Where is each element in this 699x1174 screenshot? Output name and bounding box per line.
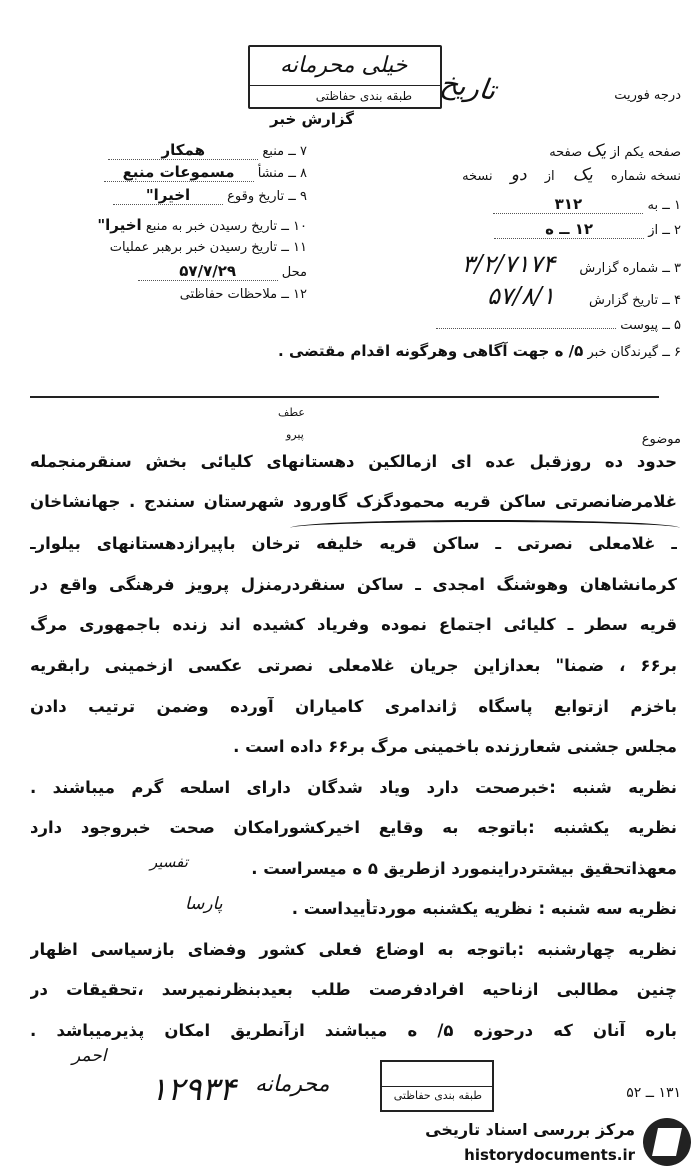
field-label: ۲ ــ از bbox=[648, 223, 681, 238]
header-divider bbox=[30, 396, 659, 398]
stamp-divider bbox=[382, 1086, 492, 1087]
field-value: ۵/ ه جهت آگاهی وهرگونه اقدام مقتضی . bbox=[278, 342, 584, 360]
field-label: ۷ ــ منبع bbox=[262, 144, 307, 159]
stamp-handwriting: خیلی محرمانه bbox=[280, 53, 408, 78]
signature: احمر bbox=[72, 1046, 107, 1066]
field-value: ۳/۲/۷۱۷۴ bbox=[461, 250, 556, 278]
field-value: اخیرا" bbox=[97, 216, 142, 234]
body-line-2: غلامرضانصرتی ساکن قریه محمودگزک گاورود شهرستان سنندج . جهانشاخان bbox=[30, 492, 677, 511]
parsa-handwriting: پارسا bbox=[185, 894, 223, 914]
body-line-12: نظریه سه شنبه : نظریه یکشنبه موردتأییداست . bbox=[291, 899, 677, 918]
stamp-label: طبقه بندی حفاظتی bbox=[315, 89, 412, 103]
logo-icon bbox=[643, 1118, 691, 1166]
bottom-classification-stamp bbox=[380, 1060, 494, 1112]
field-security-notes bbox=[180, 287, 307, 302]
field-label: ۸ ــ منشأ bbox=[257, 166, 307, 181]
body-line-15: باره آنان که درحوزه ۵/ ه میباشند ازآنطریق امکان پذیرمیباشد . bbox=[30, 1021, 677, 1040]
field-value: ۵۷/۷/۲۹ bbox=[138, 262, 278, 281]
field-value bbox=[436, 328, 616, 329]
report-title: گزارش خبر bbox=[270, 110, 355, 128]
watermark-url: historydocuments.ir bbox=[464, 1146, 635, 1164]
body-line-3: ـ غلامعلی نصرتی ـ ساکن قریه خلیفه ترخان باپیرازدهستانهای بیلوارـ bbox=[30, 534, 677, 553]
field-report-date bbox=[487, 282, 681, 310]
bottom-stamp-label: طبقه بندی حفاظتی bbox=[393, 1089, 482, 1102]
body-line-9: نظریه شنبه :خبرصحت دارد ویاد شدگان دارای اسلحه گرم میباشند . bbox=[30, 778, 677, 797]
field-label: ۱ ــ به bbox=[647, 198, 681, 213]
body-line-4: کرمانشاهان وهوشنگ امجدی ـ ساکن سنقردرمنزل پرویز فرهنگی واقع در bbox=[30, 575, 677, 594]
field-label: صفحه یکم از bbox=[610, 145, 681, 160]
field-value: ۳۱۲ bbox=[493, 195, 643, 214]
field-value: مسموعات منبع bbox=[104, 163, 254, 182]
field-value2: دو bbox=[510, 165, 527, 185]
priority-label: درجه فوریت bbox=[614, 88, 681, 103]
field-suffix: نسخه bbox=[462, 169, 493, 184]
field-suffix: صفحه bbox=[549, 145, 583, 160]
field-occurrence-date bbox=[113, 186, 307, 205]
field-value: ۵۷/۸/۱ bbox=[487, 282, 555, 310]
reference-label: عطف bbox=[278, 406, 305, 419]
field-source-receipt-date bbox=[97, 216, 307, 234]
watermark-title: مرکز بررسی اسناد تاریخی bbox=[425, 1120, 635, 1139]
field-label: ۱۲ ــ ملاحظات حفاظتی bbox=[179, 287, 307, 302]
body-line-5: قریه سطر ـ کلیائی اجتماع نموده وفریاد کشیده اند زنده باجمهوری مرگ bbox=[30, 615, 677, 634]
field-label: ۹ ــ تاریخ وقوع bbox=[227, 189, 307, 204]
body-line-6: بر۶۶ ، ضمنا" بعدازاین جریان غلامعلی نصرتی عکسی ازخمینی رابقریه bbox=[30, 656, 677, 675]
field-label: ۶ ــ گیرندگان خبر bbox=[587, 345, 681, 360]
margin-handwriting: تاریخ bbox=[437, 66, 498, 107]
body-line-10: نظریه یکشنبه :باتوجه به وقایع اخیرکشورامکان صحت خبروجود دارد bbox=[30, 818, 677, 837]
subject-label: موضوع bbox=[641, 432, 681, 447]
field-location bbox=[138, 262, 307, 281]
followup-label: پیرو bbox=[286, 428, 304, 441]
field-value: یک bbox=[586, 141, 607, 161]
tafsir-handwriting: تفسیر bbox=[150, 853, 188, 871]
body-line-8: مجلس جشنی شعارزنده باخمینی مرگ بر۶۶ داده است . bbox=[233, 737, 677, 756]
body-line-1: حدود ده روزقبل عده ای ازمالکین دهستانهای کلیائی بخش سنقرمنجمله bbox=[30, 452, 677, 471]
field-recipients bbox=[278, 342, 681, 360]
field-label: ۳ ــ شماره گزارش bbox=[579, 261, 681, 276]
field-value: همکار bbox=[108, 141, 258, 160]
field-from bbox=[494, 220, 681, 239]
body-line-14: چنین مطالبی ازناحیه افرادفرصت طلب بعیدبنظرنمیرسد ،تحقیقات در bbox=[30, 980, 677, 999]
field-copy-number bbox=[462, 165, 681, 185]
bottom-handwriting: محرمانه bbox=[255, 1072, 330, 1097]
bottom-code: ۱۳۱ ــ ۵۲ bbox=[626, 1085, 681, 1101]
field-value: یک bbox=[572, 165, 593, 185]
body-line-13: نظریه چهارشنبه :باتوجه به اوضاع فعلی کشور وفضای بازسیاسی اظهار bbox=[30, 940, 677, 959]
field-label: ۴ ــ تاریخ گزارش bbox=[589, 293, 681, 308]
field-report-number bbox=[462, 250, 681, 278]
field-label: ۱۰ ــ تاریخ رسیدن خبر به منبع bbox=[145, 219, 307, 234]
field-source bbox=[108, 141, 307, 160]
field-label: ۱۱ ــ تاریخ رسیدن خبر برهبر عملیات bbox=[109, 240, 307, 255]
field-origin bbox=[104, 163, 307, 182]
field-attachment bbox=[436, 318, 681, 333]
field-label: ۵ ــ پیوست bbox=[620, 318, 681, 333]
field-ops-receipt-date bbox=[110, 240, 307, 255]
bottom-handwritten-number: ۱۲۹۳۴ bbox=[150, 1070, 236, 1108]
watermark bbox=[420, 1112, 699, 1174]
body-line-11: معهذاتحقیق بیشتردراینمورد ازطریق ۵ ه میسراست . bbox=[251, 859, 677, 878]
stamp-divider bbox=[250, 85, 440, 86]
field-label: نسخه شماره bbox=[610, 169, 681, 184]
body-line-7: باخزم ازتوابع پاسگاه ژاندامری کامیاران آورده وضمن ترتیب دادن bbox=[30, 697, 677, 716]
field-value: اخیرا" bbox=[113, 186, 223, 205]
field-label: محل bbox=[281, 265, 307, 280]
field-mid: از bbox=[544, 169, 555, 184]
field-page bbox=[549, 141, 681, 161]
field-to bbox=[493, 195, 681, 214]
field-value: ۱۲ ــ ه bbox=[494, 220, 644, 239]
classification-stamp bbox=[248, 45, 442, 109]
